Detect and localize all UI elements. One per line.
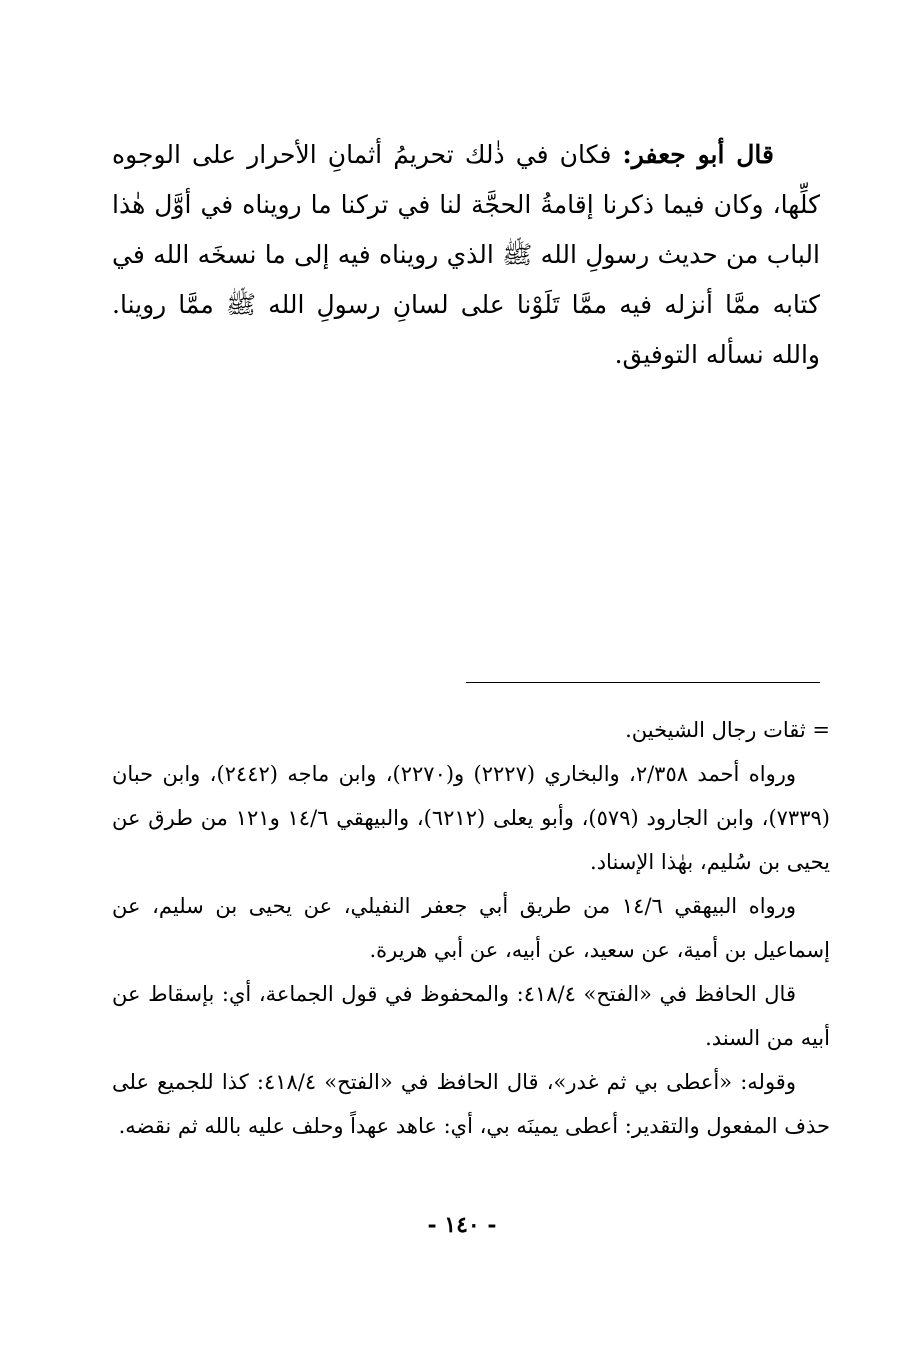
- footnote-continuation: = ثقات رجال الشيخين.: [625, 718, 830, 742]
- footnote-paragraph-4: وقوله: «أعطى بي ثم غدر»، قال الحافظ في «الفتح» ٤١٨/٤: كذا للجميع على حذف المفعول والتقدير: أعطى يمينَه بي، أي: عاهد عهداً وحلف عليه بالله ثم نقضه.: [112, 1070, 830, 1138]
- footnotes: [112, 708, 830, 1148]
- main-text: [112, 130, 820, 380]
- page-number: - ١٤٠ -: [427, 1212, 497, 1238]
- footnote-paragraph-3: قال الحافظ في «الفتح» ٤١٨/٤: والمحفوظ في قول الجماعة، أي: بإسقاط عن أبيه من السند.: [112, 982, 830, 1050]
- footnote-paragraph-1: ورواه أحمد ٢/٣٥٨، والبخاري (٢٢٢٧) و(٢٢٧٠)، وابن ماجه (٢٤٤٢)، وابن حبان (٧٣٣٩)، وابن الجارود (٥٧٩)، وأبو يعلى (٦٢١٢)، والبيهقي ١٤/٦ و١٢١ من طرق عن يحيى بن سُليم، بهٰذا الإسناد.: [112, 762, 830, 874]
- paragraph-lead: قال أبو جعفر:: [622, 140, 775, 169]
- paragraph-body: فكان في ذٰلك تحريمُ أثمانِ الأحرار على الوجوه كلِّها، وكان فيما ذكرنا إقامةُ الحجَّة لنا في تركنا ما رويناه في أوَّل هٰذا الباب من حديث رسولِ الله ﷺ الذي رويناه فيه إلى ما نسخَه الله في كتابه ممَّا أنزله فيه ممَّا تَلَوْنا على لسانِ رسولِ الله ﷺ ممَّا روينا. والله نسأله التوفيق.: [112, 140, 820, 369]
- footnote-paragraph-2: ورواه البيهقي ١٤/٦ من طريق أبي جعفر النفيلي، عن يحيى بن سليم، عن إسماعيل بن أمية، عن سعيد، عن أبيه، عن أبي هريرة.: [112, 894, 830, 962]
- footnote-divider: [466, 682, 820, 683]
- main-paragraph: [112, 130, 820, 380]
